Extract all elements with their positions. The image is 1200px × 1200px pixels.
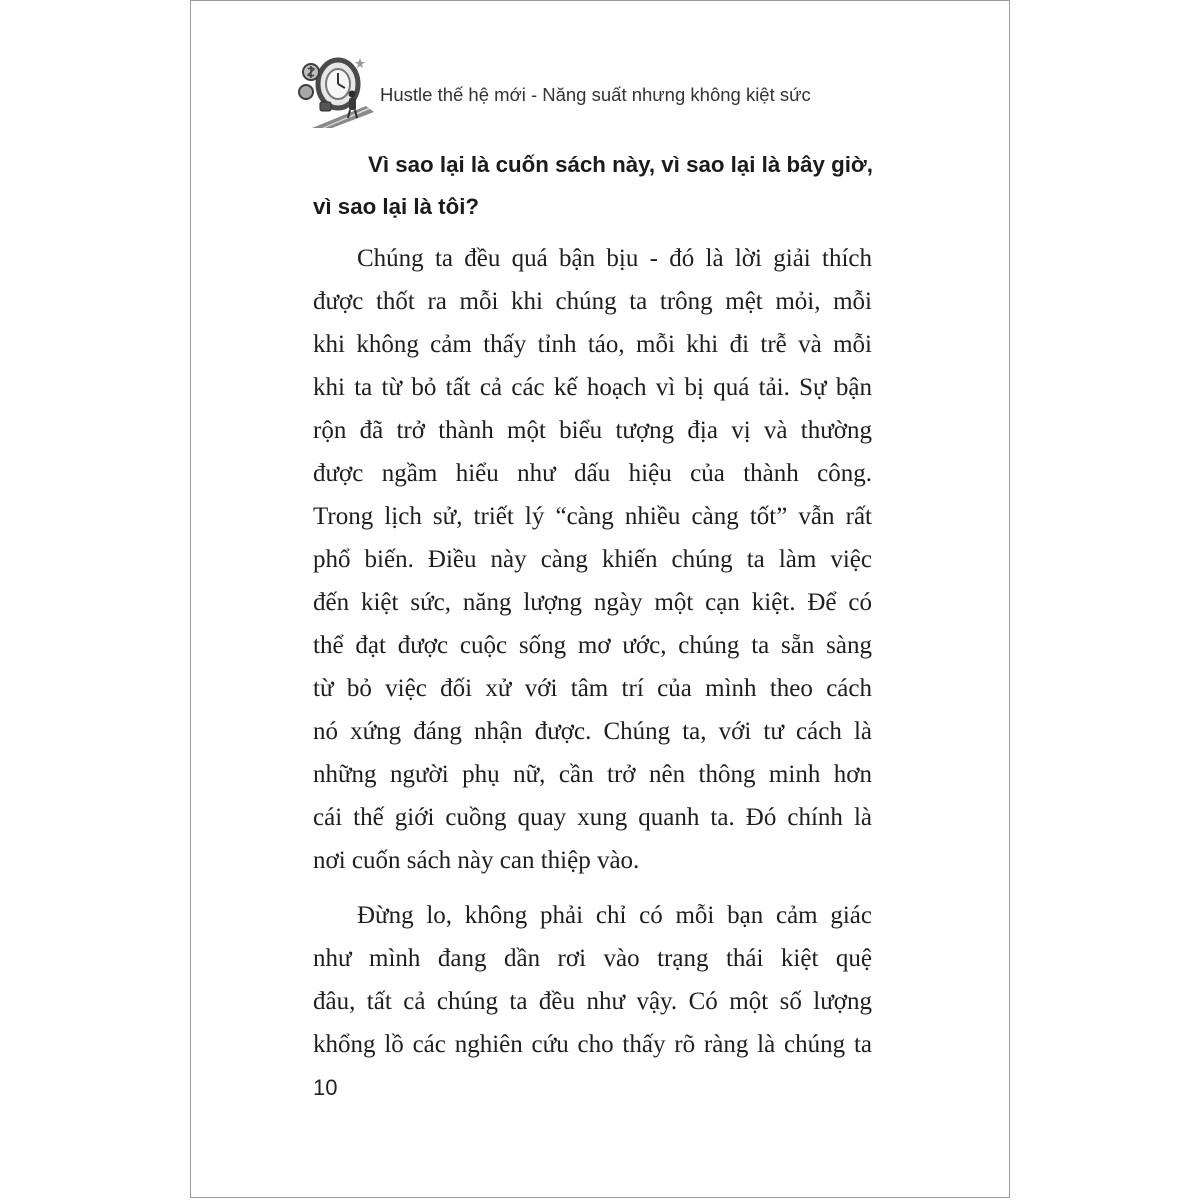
- paragraph-line: những người phụ nữ, cần trở nên thông minh hơn: [313, 761, 872, 788]
- paragraph-line: Trong lịch sử, triết lý “càng nhiều càng tốt” vẫn rất: [313, 503, 872, 530]
- coin-icon: [299, 85, 313, 99]
- paragraph-line: đâu, tất cả chúng ta đều như vậy. Có một số lượng: [313, 988, 872, 1015]
- paragraph-line: khi ta từ bỏ tất cả các kế hoạch vì bị quá tải. Sự bận: [313, 374, 872, 401]
- paragraph-line: được thốt ra mỗi khi chúng ta trông mệt mỏi, mỗi: [313, 288, 872, 315]
- star-icon: [355, 58, 365, 68]
- paragraph-line: đến kiệt sức, năng lượng ngày một cạn kiệt. Để có: [313, 589, 872, 616]
- clock-and-coins-illustration: [294, 50, 374, 128]
- paragraph-line: từ bỏ việc đối xử với tâm trí của mình theo cách: [313, 675, 872, 702]
- paragraph-line: nơi cuốn sách này can thiệp vào.: [313, 847, 640, 874]
- paragraph-line: khi không cảm thấy tỉnh táo, mỗi khi đi trễ và mỗi: [313, 331, 872, 358]
- paragraph-line: Đừng lo, không phải chỉ có mỗi bạn cảm giác: [357, 902, 872, 929]
- bag-icon: [320, 102, 331, 111]
- section-heading-line: vì sao lại là tôi?: [313, 194, 480, 219]
- body-paragraph: [313, 237, 872, 882]
- section-heading-line: Vì sao lại là cuốn sách này, vì sao lại là bây giờ,: [368, 152, 873, 177]
- body-paragraph: [313, 894, 872, 1066]
- paragraph-line: phổ biến. Điều này càng khiến chúng ta làm việc: [313, 546, 872, 573]
- paragraph-line: Chúng ta đều quá bận bịu - đó là lời giải thích: [357, 245, 872, 272]
- paragraph-line: rộn đã trở thành một biểu tượng địa vị và thường: [313, 417, 872, 444]
- running-title: Hustle thế hệ mới - Năng suất nhưng không kiệt sức: [380, 84, 811, 105]
- paragraph-line: thể đạt được cuộc sống mơ ước, chúng ta sẵn sàng: [313, 632, 872, 659]
- paragraph-line: như mình đang dần rơi vào trạng thái kiệt quệ: [313, 945, 872, 972]
- paragraph-line: được ngầm hiểu như dấu hiệu của thành công.: [313, 460, 872, 487]
- paragraph-line: cái thế giới cuồng quay xung quanh ta. Đó chính là: [313, 804, 872, 831]
- page-number: 10: [313, 1075, 338, 1100]
- coin-icon: [303, 64, 319, 80]
- paragraph-line: nó xứng đáng nhận được. Chúng ta, với tư cách là: [313, 718, 872, 745]
- paragraph-line: khổng lồ các nghiên cứu cho thấy rõ ràng là chúng ta: [313, 1031, 872, 1058]
